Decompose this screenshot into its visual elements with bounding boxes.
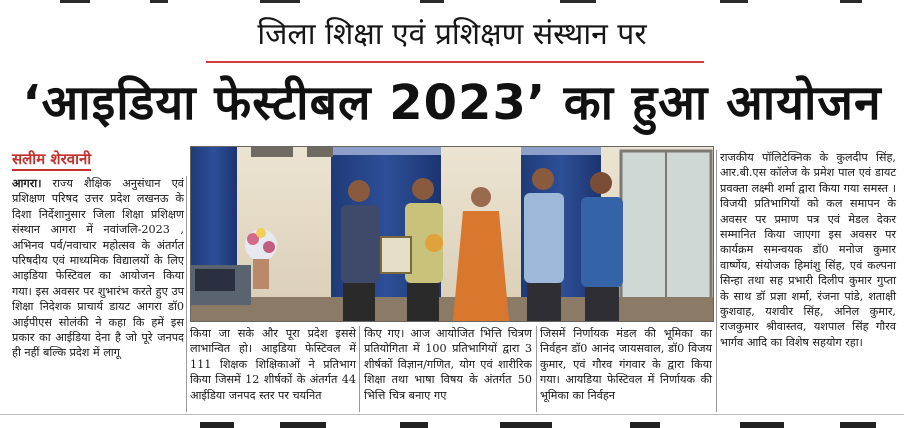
kicker-heading: जिला शिक्षा एवं प्रशिक्षण संस्थान पर: [257, 17, 647, 52]
article-column-4: जिसमें निर्णायक मंडल की भूमिका का निर्वहन डॉ0 आनंद जायसवाल, डॉ0 विजय कुमार, एवं गौरव गंगवार के द्वारा किया गया। आयडिया फेस्टिवल में निर्णायक की भूमिका का निर्वहन: [540, 327, 712, 402]
article-column-3: किए गए। आज आयोजित भित्ति चित्रण प्रतियोगिता में 100 प्रतिभागियों द्वारा 3 शीर्षकों विज्ञान/गणित, योग एवं शारीरिक शिक्षा तथा भाषा विषय के अंतर्गत 50 भित्ति चित्र बनाए गए: [364, 327, 532, 402]
event-photo-illustration: [191, 147, 713, 321]
headline: ‘आइडिया फेस्टीबल 2023’ का हुआ आयोजन: [22, 75, 882, 131]
dateline: आगरा।: [12, 176, 42, 190]
next-article-cutoff: [200, 420, 900, 428]
previous-article-cutoff: [0, 0, 904, 8]
event-photo: [190, 146, 714, 322]
column-divider: [186, 176, 187, 412]
column-divider: [359, 326, 360, 412]
byline: सलीम शेरवानी: [12, 150, 91, 171]
article-column-2: किया जा सके और पूरा प्रदेश इससे लाभान्वित हो। आइडिया फेस्टिवल में 111 शिक्षक शिक्षिकाओं ने प्रतिभाग किया जिसमें 12 शीर्षकों के अंतर्गत 44 आईडिया जनपद स्तर पर चयनित: [190, 327, 356, 402]
kicker-underline: [206, 61, 704, 63]
column-divider: [536, 326, 537, 412]
article-column-1: [12, 176, 184, 361]
bottom-rule: [0, 414, 904, 415]
column-divider: [716, 150, 717, 412]
column-1-text: राज्य शैक्षिक अनुसंधान एवं प्रशिक्षण परिषद उत्तर प्रदेश लखनऊ के दिशा निर्देशानुसार जिला शिक्षा प्रशिक्षण संस्थान आगरा में नवांजलि-2023 , अभिनव पर्व/नवाचार महोत्सव के अंतर्गत परिषदीय एवं माध्यमिक विद्यालयों के लिए आइडिया फेस्टिवल का आयोजन किया गया। इस अवसर पर शुभारंभ करते हुए उप शिक्षा निदेशक प्राचार्य डायट आगरा डॉ0 आईपीएस सोलंकी ने कहा कि हमें इस प्रकार का आईडिया देना है जो पूरे जनपद ही नहीं बल्कि प्रदेश में लागू: [12, 177, 184, 360]
article-column-5: राजकीय पॉलिटेक्निक के कुलदीप सिंह, आर.बी.एस कॉलेज के प्रमेश पाल एवं डायट प्रवक्ता लक्ष्मी शर्मा द्वारा किया गया समस्त । विजयी प्रतिभागियों को कल समापन के अवसर पर प्रमाण पत्र एवं मेडल देकर सम्मानित किया जाएगा इस अवसर पर कार्यक्रम समन्वयक डॉ0 मनोज कुमार वार्ष्णेय, संयोजक हिमांशु सिंह, एवं कल्पना सिन्हा तथा सह प्रभारी दिलीप कुमार गुप्ता के साथ डॉ प्रज्ञा शर्मा, रंजना पांडे, शताक्षी कुशवाह, यशवीर सिंह, अनिल कुमार, राजकुमार श्रीवास्तव, यशपाल सिंह गौरव भार्गव आदि का विशेष सहयोग रहा।: [720, 151, 896, 349]
